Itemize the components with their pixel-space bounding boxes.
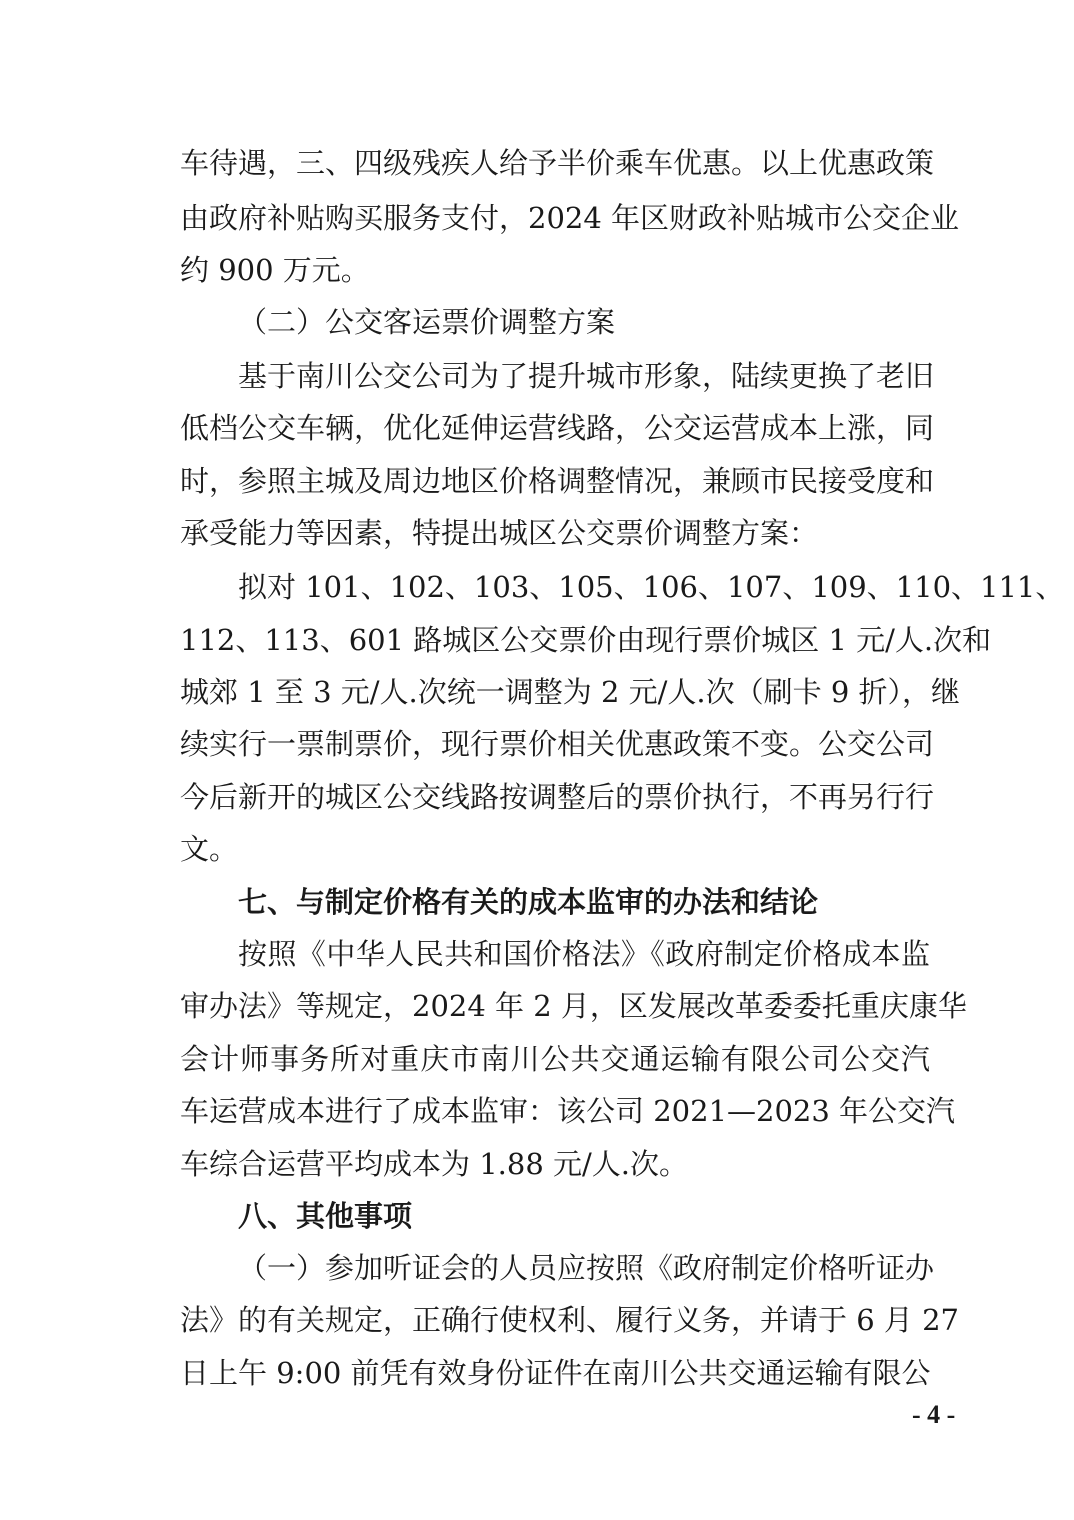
section-heading: 八、其他事项: [238, 1199, 413, 1233]
section-heading: 七、与制定价格有关的成本监审的办法和结论: [238, 885, 819, 919]
body-text-line: 约 900 万元。: [180, 253, 370, 287]
body-text-line: 车待遇，三、四级残疾人给予半价乘车优惠。以上优惠政策: [180, 146, 935, 180]
body-text-line: 基于南川公交公司为了提升城市形象，陆续更换了老旧: [238, 359, 935, 393]
body-text-line: 续实行一票制票价，现行票价相关优惠政策不变。公交公司: [180, 727, 935, 761]
body-text-line: 审办法》等规定，2024 年 2 月，区发展改革委委托重庆康华: [180, 989, 967, 1023]
body-text-line: 日上午 9:00 前凭有效身份证件在南川公共交通运输有限公: [180, 1356, 931, 1390]
body-text-line: 车运营成本进行了成本监审：该公司 2021—2023 年公交汽: [180, 1094, 956, 1128]
body-text-line: 会计师事务所对重庆市南川公共交通运输有限公司公交汽: [180, 1042, 930, 1076]
body-text-line: 由政府补贴购买服务支付，2024 年区财政补贴城市公交企业: [180, 201, 960, 235]
body-text-line: 车综合运营平均成本为 1.88 元/人.次。: [180, 1147, 688, 1181]
body-text-line: 按照《中华人民共和国价格法》《政府制定价格成本监: [238, 937, 930, 971]
subsection-heading: （二）公交客运票价调整方案: [238, 305, 616, 339]
body-text-line: 112、113、601 路城区公交票价由现行票价城区 1 元/人.次和: [180, 623, 992, 657]
body-text-line: （一）参加听证会的人员应按照《政府制定价格听证办: [238, 1251, 935, 1285]
body-text-line: 城郊 1 至 3 元/人.次统一调整为 2 元/人.次（刷卡 9 折），继: [180, 675, 961, 709]
body-text-line: 低档公交车辆，优化延伸运营线路，公交运营成本上涨，同: [180, 411, 935, 445]
body-text-line: 承受能力等因素，特提出城区公交票价调整方案：: [180, 516, 819, 550]
body-text-line: 今后新开的城区公交线路按调整后的票价执行，不再另行行: [180, 780, 935, 814]
body-text-line: 拟对 101、102、103、105、106、107、109、110、111、: [238, 570, 1065, 604]
body-text-line: 文。: [180, 832, 239, 866]
page-number: - 4 -: [912, 1400, 956, 1429]
body-text-line: 时，参照主城及周边地区价格调整情况，兼顾市民接受度和: [180, 464, 935, 498]
body-text-line: 法》的有关规定，正确行使权利、履行义务，并请于 6 月 27: [180, 1303, 960, 1337]
